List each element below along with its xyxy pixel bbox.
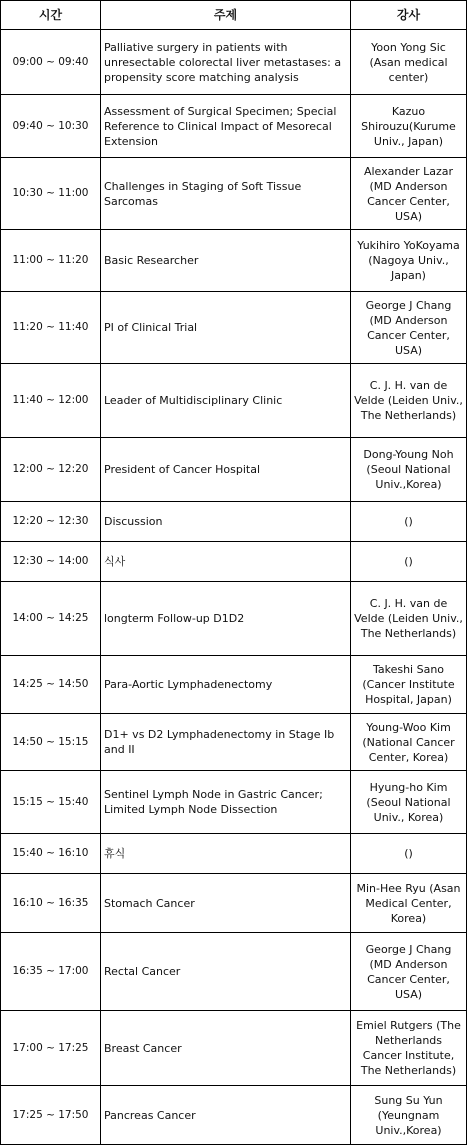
table-row <box>1 874 467 933</box>
speaker-cell: Young-Woo Kim (National Cancer Center, Korea) <box>351 714 467 771</box>
table-row <box>1 834 467 874</box>
speaker-cell: () <box>351 542 467 582</box>
speaker-cell: George J Chang (MD Anderson Cancer Center, USA) <box>351 292 467 364</box>
speaker-cell: Dong-Young Noh (Seoul National Univ.,Korea) <box>351 438 467 502</box>
speaker-cell: Yukihiro YoKoyama (Nagoya Univ., Japan) <box>351 230 467 292</box>
time-cell: 14:00 ~ 14:25 <box>1 582 101 656</box>
time-cell: 17:00 ~ 17:25 <box>1 1011 101 1086</box>
speaker-cell: Emiel Rutgers (The Netherlands Cancer Institute, The Netherlands) <box>351 1011 467 1086</box>
time-cell: 15:40 ~ 16:10 <box>1 834 101 874</box>
table-row <box>1 230 467 292</box>
time-cell: 09:40 ~ 10:30 <box>1 95 101 158</box>
topic-cell: Basic Researcher <box>101 230 351 292</box>
time-cell: 15:15 ~ 15:40 <box>1 771 101 834</box>
time-cell: 12:00 ~ 12:20 <box>1 438 101 502</box>
table-row <box>1 502 467 542</box>
table-row <box>1 1086 467 1145</box>
topic-cell: PI of Clinical Trial <box>101 292 351 364</box>
time-cell: 17:25 ~ 17:50 <box>1 1086 101 1145</box>
table-row <box>1 714 467 771</box>
topic-cell: Rectal Cancer <box>101 933 351 1011</box>
table-row <box>1 438 467 502</box>
table-row <box>1 364 467 438</box>
topic-cell: Sentinel Lymph Node in Gastric Cancer; Limited Lymph Node Dissection <box>101 771 351 834</box>
table-row <box>1 656 467 714</box>
topic-cell: 휴식 <box>101 834 351 874</box>
topic-cell: Para-Aortic Lymphadenectomy <box>101 656 351 714</box>
time-cell: 12:30 ~ 14:00 <box>1 542 101 582</box>
table-row <box>1 771 467 834</box>
table-row <box>1 95 467 158</box>
speaker-cell: Min-Hee Ryu (Asan Medical Center, Korea) <box>351 874 467 933</box>
topic-cell: Challenges in Staging of Soft Tissue Sarcomas <box>101 158 351 230</box>
speaker-cell: Alexander Lazar (MD Anderson Cancer Center, USA) <box>351 158 467 230</box>
time-cell: 16:35 ~ 17:00 <box>1 933 101 1011</box>
time-cell: 10:30 ~ 11:00 <box>1 158 101 230</box>
topic-cell: Pancreas Cancer <box>101 1086 351 1145</box>
header-speaker: 강사 <box>351 1 467 30</box>
topic-cell: Leader of Multidisciplinary Clinic <box>101 364 351 438</box>
topic-cell: Assessment of Surgical Specimen; Special Reference to Clinical Impact of Mesorecal Extension <box>101 95 351 158</box>
speaker-cell: George J Chang (MD Anderson Cancer Center, USA) <box>351 933 467 1011</box>
time-cell: 11:00 ~ 11:20 <box>1 230 101 292</box>
topic-cell: Discussion <box>101 502 351 542</box>
speaker-cell: Yoon Yong Sic (Asan medical center) <box>351 30 467 95</box>
topic-cell: President of Cancer Hospital <box>101 438 351 502</box>
time-cell: 16:10 ~ 16:35 <box>1 874 101 933</box>
time-cell: 12:20 ~ 12:30 <box>1 502 101 542</box>
table-row <box>1 30 467 95</box>
table-row <box>1 542 467 582</box>
time-cell: 14:50 ~ 15:15 <box>1 714 101 771</box>
speaker-cell: C. J. H. van de Velde (Leiden Univ., The Netherlands) <box>351 364 467 438</box>
table-row <box>1 1011 467 1086</box>
topic-cell: longterm Follow-up D1D2 <box>101 582 351 656</box>
topic-cell: 식사 <box>101 542 351 582</box>
time-cell: 11:20 ~ 11:40 <box>1 292 101 364</box>
table-row <box>1 933 467 1011</box>
time-cell: 09:00 ~ 09:40 <box>1 30 101 95</box>
time-cell: 14:25 ~ 14:50 <box>1 656 101 714</box>
topic-cell: Palliative surgery in patients with unresectable colorectal liver metastases: a propensity score matching analysis <box>101 30 351 95</box>
table-row <box>1 158 467 230</box>
speaker-cell: Takeshi Sano (Cancer Institute Hospital, Japan) <box>351 656 467 714</box>
table-row <box>1 582 467 656</box>
header-topic: 주제 <box>101 1 351 30</box>
table-row <box>1 292 467 364</box>
speaker-cell: Kazuo Shirouzu(Kurume Univ., Japan) <box>351 95 467 158</box>
topic-cell: Stomach Cancer <box>101 874 351 933</box>
speaker-cell: () <box>351 834 467 874</box>
time-cell: 11:40 ~ 12:00 <box>1 364 101 438</box>
speaker-cell: C. J. H. van de Velde (Leiden Univ., The Netherlands) <box>351 582 467 656</box>
topic-cell: D1+ vs D2 Lymphadenectomy in Stage Ib and II <box>101 714 351 771</box>
header-time: 시간 <box>1 1 101 30</box>
speaker-cell: () <box>351 502 467 542</box>
speaker-cell: Hyung-ho Kim (Seoul National Univ., Korea) <box>351 771 467 834</box>
header-row <box>1 1 467 30</box>
speaker-cell: Sung Su Yun (Yeungnam Univ.,Korea) <box>351 1086 467 1145</box>
topic-cell: Breast Cancer <box>101 1011 351 1086</box>
